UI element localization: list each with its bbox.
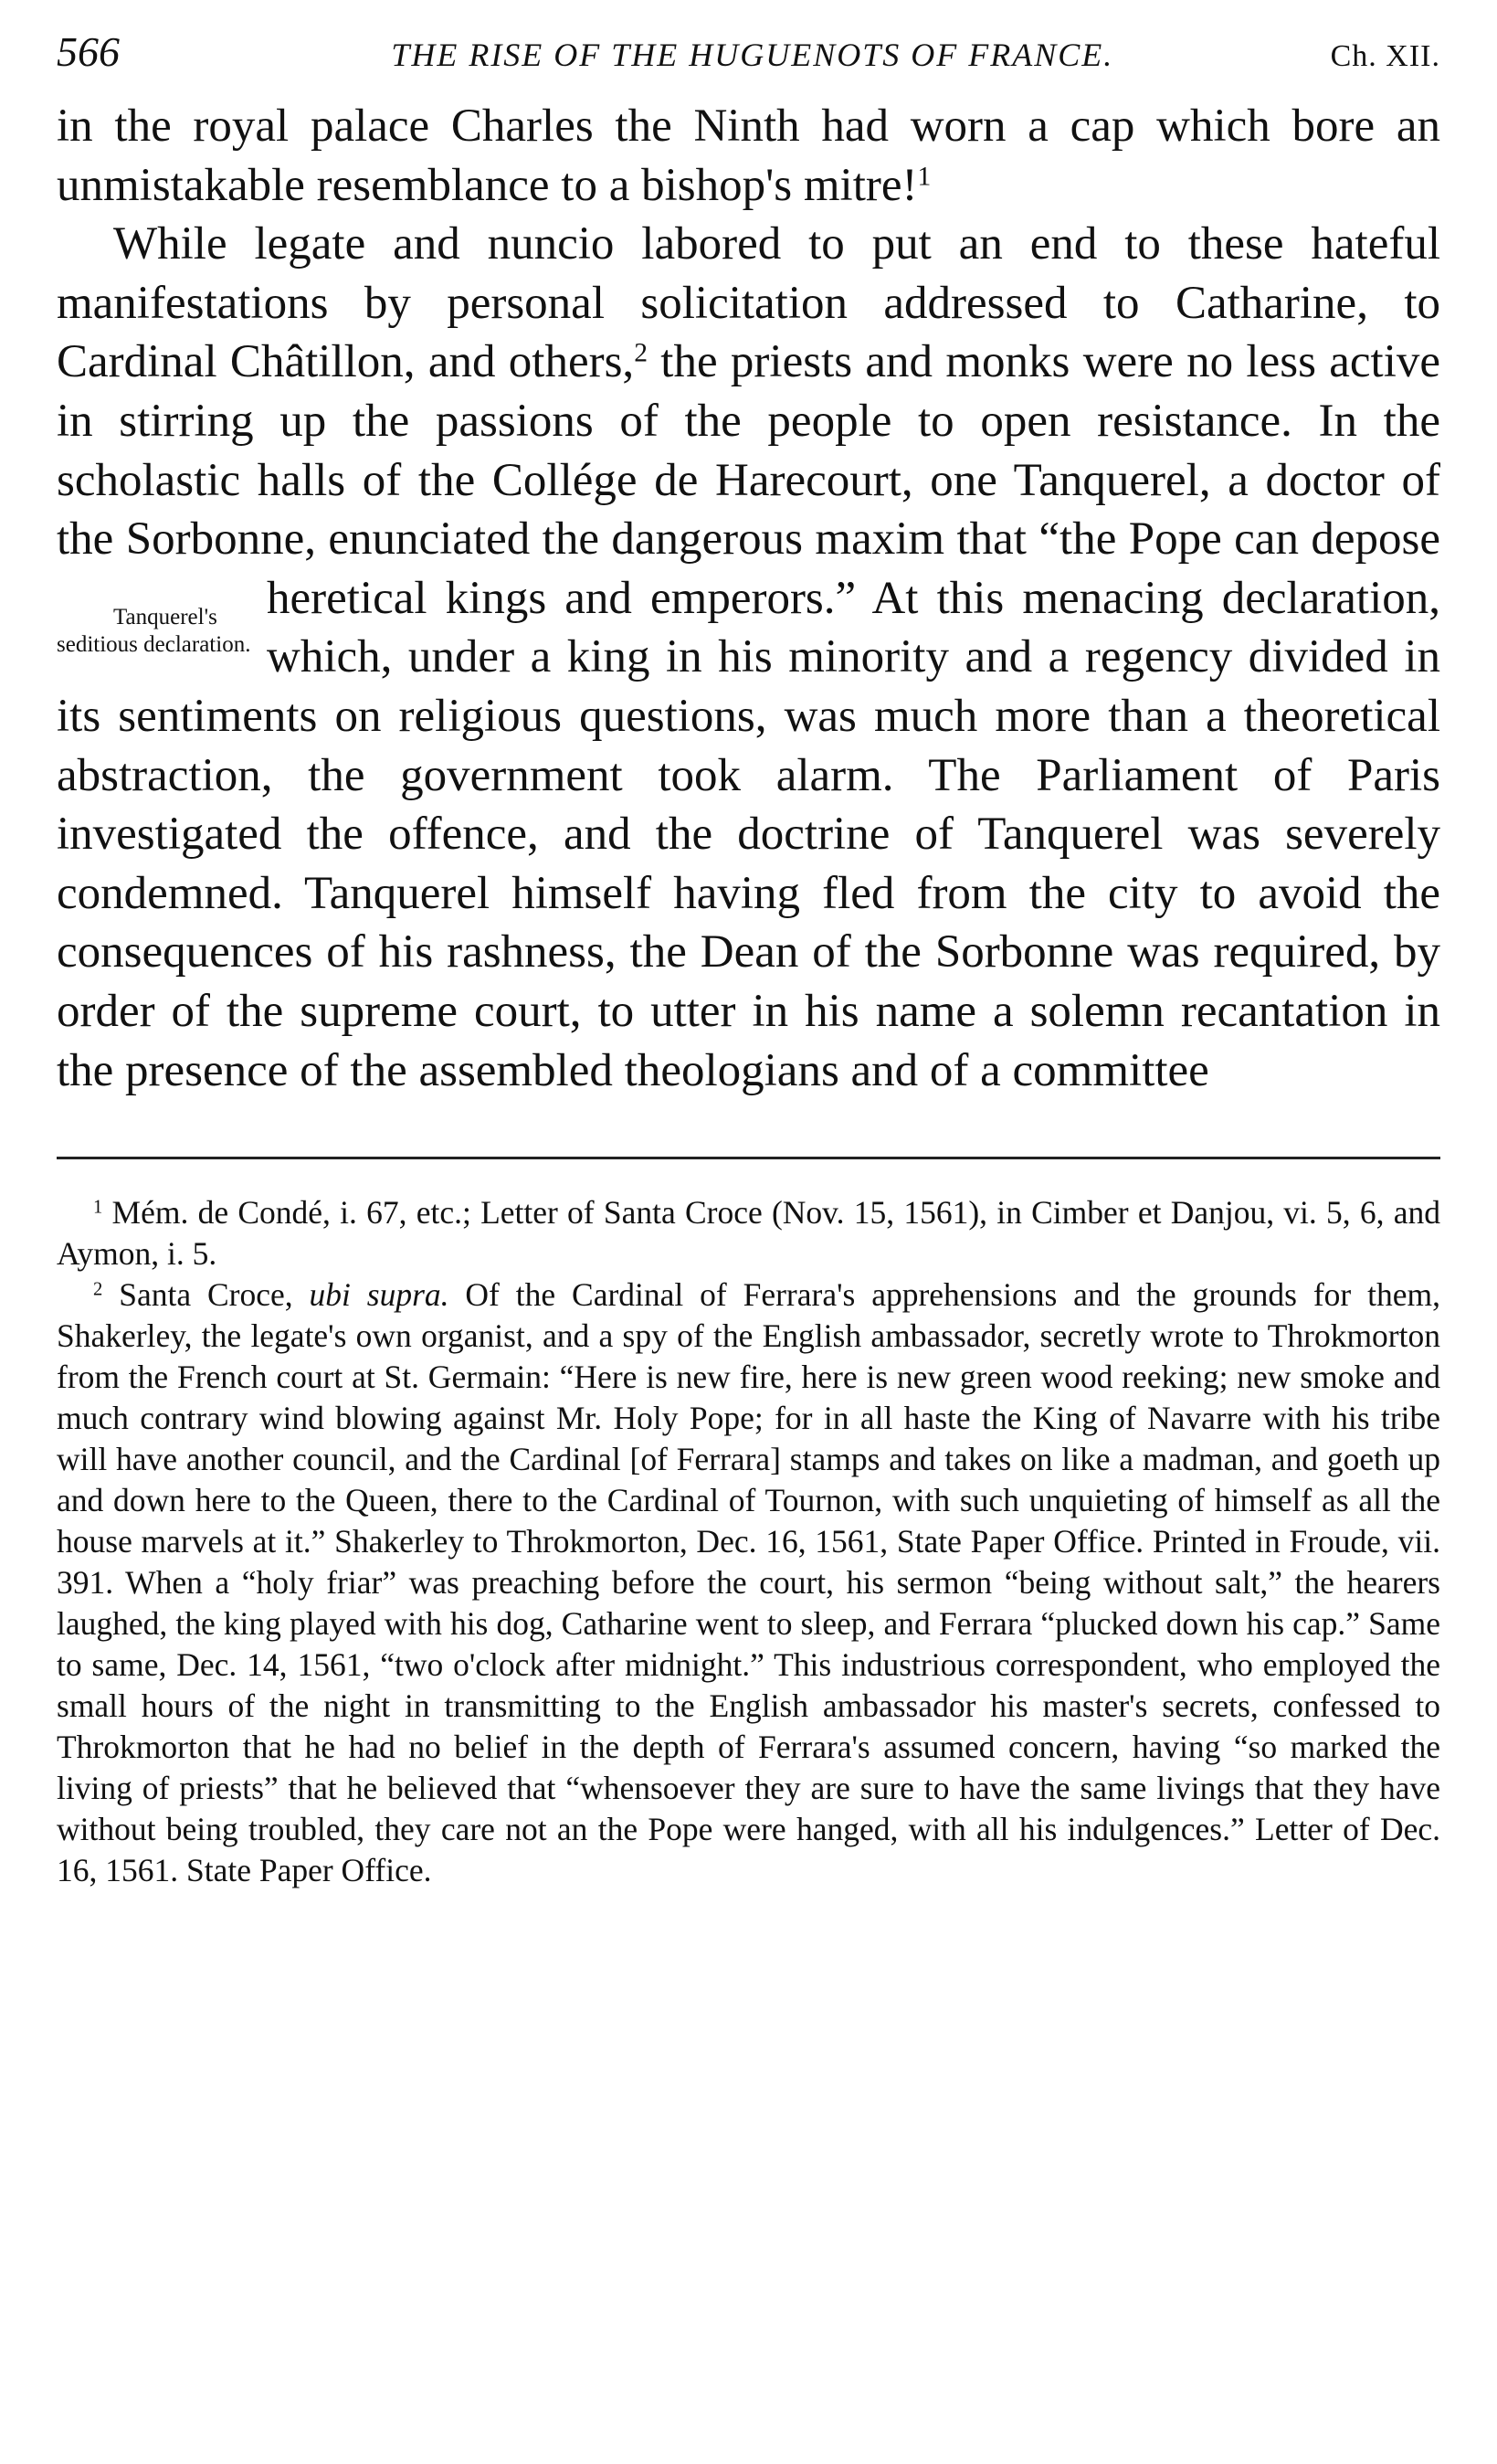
footnote-1 xyxy=(57,1192,1440,1274)
footnote-ref-2: 2 xyxy=(634,339,648,369)
footnote-2-text-b: Of the Cardinal of Ferrara's apprehensions and the grounds for them, Shakerley, the legate's own organist, and a spy of the English ambassador, secretly wrote to Throkmorton from the French court at St. Germain: “Here is new fire, here is new green wood reeking; new smoke and much contrary wind blowing against Mr. Holy Pope; for in all haste the King of Navarre with his tribe will have another council, and the Cardinal [of Ferrara] stamps and takes on like a madman, and goeth up and down here to the Queen, there to the Cardinal of Tournon, with such unquieting of himself as all the house marvels at it.” Shakerley to Throkmorton, Dec. 16, 1561, State Paper Office. Printed in Froude, vii. 391. When a “holy friar” was preaching before the court, his sermon “being without salt,” the hearers laughed, the king played with his dog, Catharine went to sleep, and Ferrara “plucked down his cap.” Same to same, Dec. 14, 1561, “two o'clock after midnight.” This industrious correspondent, who employed the small hours of the night in transmitting to the English ambassador his master's secrets, confessed to Throkmorton that he had no belief in the depth of Ferrara's assumed concern, having “so marked the living of priests” that he believed that “whensoever they are sure to have the same livings that they have without being troubled, they care not an the Pope were hanged, with all his indulgences.” Letter of Dec. 16, 1561. State Paper Office. xyxy=(57,1276,1441,1889)
footnote-1-text: Mém. de Condé, i. 67, etc.; Letter of Santa Croce (Nov. 15, 1561), in Cimber et Danjou, vi. 5, 6, and Aymon, i. 5. xyxy=(57,1194,1441,1273)
book-page xyxy=(57,27,1440,1891)
footnote-ref-1: 1 xyxy=(917,162,932,192)
footnote-2-italic: ubi supra. xyxy=(309,1276,449,1314)
footnotes xyxy=(57,1192,1440,1891)
running-title: THE RISE OF THE HUGUENOTS OF FRANCE. xyxy=(391,37,1114,73)
footnote-2 xyxy=(57,1274,1440,1891)
margin-note: Tanquerel's seditious declaration. xyxy=(57,604,251,657)
page-header xyxy=(57,27,1440,91)
paragraph-1-text: in the royal palace Charles the Ninth had worn a cap which bore an unmistakable resemblance to a bishop's mitre! xyxy=(57,100,1440,211)
footnote-2-text-a: Santa Croce, xyxy=(119,1276,310,1314)
paragraph-2 xyxy=(57,215,1440,1100)
paragraph-continuation xyxy=(57,97,1440,215)
chapter-label: Ch. XII. xyxy=(1330,39,1440,73)
main-text xyxy=(57,97,1440,1100)
footnote-1-mark: 1 xyxy=(93,1197,103,1218)
paragraph-2-text-b: the priests and monks were no less active in stirring up the passions of the people to open resistance. In the scholastic halls of the Collége de Harecourt, one Tanquerel, a doctor of the Sorbonne, enunciated the dangerous maxim that “the Pope can depose heretical kings xyxy=(57,336,1440,624)
footnote-2-mark: 2 xyxy=(93,1279,103,1300)
paragraph-2-text-c: and emperors.” At this menacing declaration, which, under a king in his minority and a regency divided in its sentiments on religious questions, was much more than a theoretical abstraction, the government took alarm. The Parliament of Paris investigated the offence, and the doctrine of Tanquerel was severely condemned. Tanquerel himself having fled from the city to avoid the consequences of his rashness, the Dean of the Sorbonne was required, by order of the supreme court, to utter in his name a solemn recantation in the presence of the assembled theologians and of a committee xyxy=(57,572,1441,1096)
footnote-rule xyxy=(57,1157,1440,1159)
paragraph-2-text-a: While legate and nuncio labored to put an end to these hateful manifestations by personal solicitation addressed to Catharine, to Cardinal Châtillon, and others, xyxy=(57,218,1440,388)
page-number: 566 xyxy=(57,28,120,75)
